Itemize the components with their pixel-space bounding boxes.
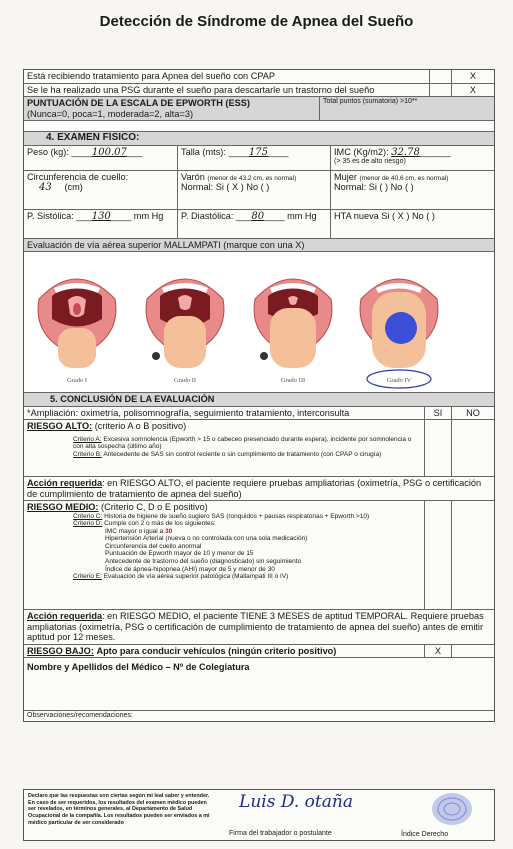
epworth-title: PUNTUACIÓN DE LA ESCALA DE EPWORTH (ESS) xyxy=(27,98,250,108)
conclusion-title: 5. CONCLUSIÓN DE LA EVALUACIÓN xyxy=(50,394,215,404)
mallampati-images xyxy=(24,251,494,392)
medico-label[interactable]: Nombre y Apellidos del Médico – Nº de Colegiatura xyxy=(27,662,250,672)
talla-field[interactable]: Talla (mts): ____175____ xyxy=(177,146,330,170)
riesgo-alto-si[interactable] xyxy=(424,420,451,476)
measures-row xyxy=(24,145,494,170)
varon-field[interactable]: Varón (menor de 43.2 cm, es normal) Normal: Si ( X ) No ( ) xyxy=(177,171,330,209)
exam-title: 4. EXAMEN FÍSICO: xyxy=(46,132,140,143)
cpap-mark[interactable]: X xyxy=(451,70,494,83)
diastolic-field[interactable]: P. Diastólica: ___80____ mm Hg xyxy=(177,210,330,238)
hta-field[interactable]: HTA nueva Si ( X ) No ( ) xyxy=(330,210,494,238)
criterio-d-item-imc: IMC mayor o igual a 30 xyxy=(105,527,173,535)
observaciones-label[interactable]: Observaciones/recomendaciones: xyxy=(27,712,133,719)
riesgo-bajo-no[interactable] xyxy=(451,645,494,658)
evaluation-form xyxy=(23,69,495,722)
imc-field[interactable]: IMC (Kg/m2): 32.78______ (> 35 es de alto riesgo) xyxy=(330,146,494,170)
criterio-d: Criterio D: Cumple con 2 o más de los siguientes: xyxy=(73,520,216,528)
pressure-row xyxy=(24,209,494,238)
grade-4-label: Grado IV xyxy=(386,377,412,384)
systolic-field[interactable]: P. Sistólica: ___130____ mm Hg xyxy=(27,210,164,222)
psg-question: Se le ha realizado una PSG durante el sueño para descartarle un trastorno del sueño xyxy=(27,84,375,95)
epworth-total: Total puntos (sumatoria) >10** xyxy=(319,97,494,120)
mallampati-grade-3-image[interactable] xyxy=(250,264,336,374)
criterio-a: Criterio A: Excesiva somnolencia (Epworth > 15 o cabeceo presenciado durante espera), incidente por somnolencia o con alta sospecha (último año) xyxy=(73,435,412,451)
neck-field[interactable]: Circunferencia de cuello: 43 (cm) xyxy=(27,171,129,193)
riesgo-bajo-row: RIESGO BAJO: Apto para conducir vehículos (ningún criterio positivo) X xyxy=(24,644,494,658)
criterio-d-item: Índice de ápnea-hipopnea (AHI) mayor de 5 y menor de 30 xyxy=(105,565,275,573)
riesgo-bajo-title: RIESGO BAJO: xyxy=(27,645,94,656)
criterio-d-item: Puntuación de Epworth mayor de 10 y menor de 15 xyxy=(105,550,254,558)
criterio-c: Criterio C: Historia de higiene de sueño sugiero SAS (ronquidos + pausas respiratorias + Epworth >10) xyxy=(73,512,370,520)
signature-label: Firma del trabajador o postulante xyxy=(229,830,332,837)
medico-row xyxy=(24,657,494,710)
riesgo-alto-row: RIESGO ALTO: (criterio A o B positivo) Criterio A: Excesiva somnolencia (Epworth > 15 o cabeceo presenciado durante espera), incidente por somnolencia o con alta sospecha (último año) Criterio B: Antecedente de SAS sin control reciente o sin cumplimiento de tratamiento (con CPAP o cirugía) xyxy=(24,419,494,476)
grade-3-label: Grado III xyxy=(280,377,306,384)
footer-declaration xyxy=(23,789,495,841)
cpap-row xyxy=(24,70,494,83)
mallampati-grade-4-image[interactable] xyxy=(356,264,442,374)
document-title: Detección de Síndrome de Apnea del Sueño xyxy=(99,13,414,30)
criterio-e: Criterio E: Evaluación de vía aérea superior patológica (Mallampati III ó IV) xyxy=(73,573,289,581)
si-header: SI xyxy=(424,407,451,420)
neck-row xyxy=(24,170,494,209)
riesgo-medio-si[interactable] xyxy=(424,501,451,609)
riesgo-medio-title: RIESGO MEDIO: xyxy=(27,502,99,512)
fingerprint-icon xyxy=(426,792,478,826)
mallampati-grade-1-image[interactable] xyxy=(34,264,120,374)
psg-mark[interactable]: X xyxy=(451,84,494,97)
grade-2-label: Grado II xyxy=(173,377,197,384)
epworth-scale: (Nunca=0, poca=1, moderada=2, alta=3) xyxy=(27,108,193,119)
riesgo-alto-no[interactable] xyxy=(451,420,494,476)
mujer-field[interactable]: Mujer (menor de 40.6 cm, es normal) Normal: Si ( ) No ( ) xyxy=(330,171,494,209)
no-header: NO xyxy=(451,407,494,420)
riesgo-bajo-si[interactable]: X xyxy=(424,645,451,658)
grade-4-selection-mark xyxy=(385,312,417,344)
conclusion-section xyxy=(24,392,494,406)
mallampati-grade-2-image[interactable] xyxy=(142,264,228,374)
exam-section xyxy=(24,131,494,145)
grade-4-circle-mark xyxy=(364,368,434,390)
worker-signature: Luis D. otaña xyxy=(239,792,353,812)
criterio-d-item: Antecedente de trastorno del sueño (diagnosticado) sin seguimiento xyxy=(105,558,302,566)
ampliacion-text: *Ampliación: oximetría, polisomnografía, seguimiento tratamiento, interconsulta xyxy=(27,407,350,418)
accion-alto-row: Acción requerida: en RIESGO ALTO, el paciente requiere pruebas ampliatorias (oximetría, PSG o certificación de cumplimiento de tratamiento de apnea del sueño) xyxy=(24,476,494,500)
riesgo-medio-row: RIESGO MEDIO: (Criterio C, D o E positivo) Criterio C: Historia de higiene de sueño sugiero SAS (ronquidos + pausas respiratorias + Epworth >10) Criterio D: Cumple con 2 o más de los siguientes: IMC mayor o igual a 30 Hipertensión Arterial (nueva o no controlada con una sola medicación) Circunferencia del cuello anormal Puntuación de Epworth mayor de 10 y menor de 15 Antecedente de trastorno del sueño (diagnosticado) sin seguimiento Índice de ápnea-hipopnea (AHI) mayor de 5 y menor de 30 Criterio E: Evaluación de vía aérea superior patológica (Mallampati III ó IV) xyxy=(24,500,494,609)
declaration-text: Declaro que las respuestas son ciertas según mi leal saber y entender. En caso de ser requeridos, los resultados del examen médico pueden ser revelados, en términos generales, al Departamento de Salud Ocupacional de la compañía. Los resultados pueden ser enviados a mi médico particular de ser considerado xyxy=(28,793,210,826)
peso-field[interactable]: Peso (kg): ____100.07___ xyxy=(27,146,143,158)
criterio-d-item: Circunferencia del cuello anormal xyxy=(105,542,202,550)
criterio-b: Criterio B: Antecedente de SAS sin control reciente o sin cumplimiento de tratamiento (con CPAP o cirugía) xyxy=(73,450,382,458)
riesgo-medio-no[interactable] xyxy=(451,501,494,609)
cpap-question: Está recibiendo tratamiento para Apnea del sueño con CPAP xyxy=(27,71,276,81)
epworth-row xyxy=(24,96,494,120)
fingerprint-label: Índice Derecho xyxy=(401,831,449,838)
observaciones-row xyxy=(24,710,494,721)
ampliacion-row xyxy=(24,406,494,420)
riesgo-alto-title: RIESGO ALTO: xyxy=(27,421,93,431)
mallampati-title: Evaluación de vía aérea superior MALLAMPATI (marque con una X) xyxy=(27,239,305,250)
grade-1-label: Grado I xyxy=(66,377,88,384)
psg-row xyxy=(24,83,494,97)
accion-medio-row: Acción requerida: en RIESGO MEDIO, el paciente TIENE 3 MESES de aptitud TEMPORAL. Requiere pruebas ampliatorias (oximetría, PSG o certificación de cumplimiento de tratamiento de apnea del sueño) antes de emitir aptitud por 12 meses. xyxy=(24,609,494,644)
criterio-d-item: Hipertensión Arterial (nueva o no controlada con una sola medicación) xyxy=(105,535,308,543)
mallampati-row xyxy=(24,238,494,252)
